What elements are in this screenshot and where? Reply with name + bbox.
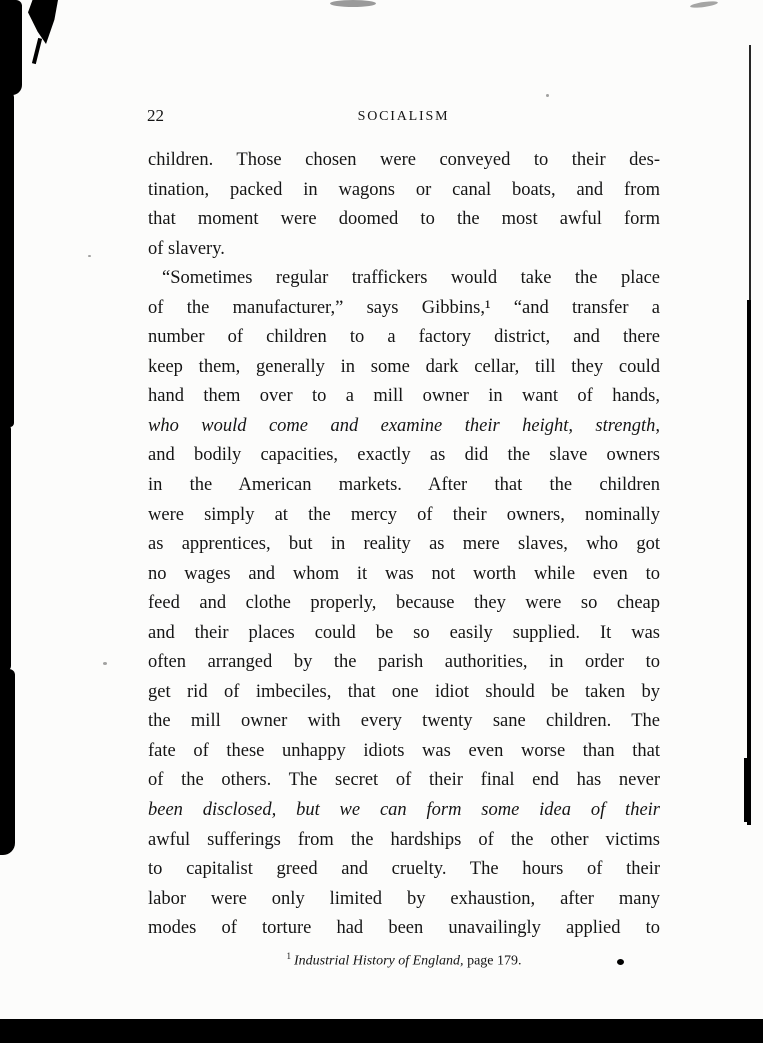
scan-mark-left-edge-1: [0, 0, 22, 95]
scan-mark-left-edge-3: [0, 425, 11, 671]
text-line: often arranged by the parish authorities, in order to: [148, 652, 660, 673]
text-line: to capitalist greed and cruelty. The hours of their: [148, 859, 660, 880]
text-line: get rid of imbeciles, that one idiot should be taken by: [148, 681, 660, 702]
scan-mark-left-edge-2: [0, 92, 14, 427]
footnote-rest: page 179.: [463, 953, 522, 969]
text-line: fate of these unhappy idiots was even worse than that: [148, 740, 660, 761]
text-line: and their places could be so easily supplied. It was: [148, 622, 660, 643]
text-line: modes of torture had been unavailingly applied to: [148, 918, 660, 939]
text-line: children. Those chosen were conveyed to their des-: [148, 150, 660, 170]
text-line: that moment were doomed to the most awful form: [148, 209, 660, 230]
text-line: of the others. The secret of their final end has never: [148, 770, 660, 791]
scan-mark-right-edge-3: [744, 758, 751, 822]
scan-mark-right-edge-2: [747, 300, 751, 825]
scan-speck: [103, 662, 107, 665]
text-line: who would come and examine their height, strength,: [148, 415, 660, 436]
text-line: no wages and whom it was not worth while even to: [148, 563, 660, 584]
body-text: [148, 146, 660, 944]
text-line: of the manufacturer,” says Gibbins,¹ “and transfer a: [148, 297, 660, 318]
scan-mark-left-edge-4: [0, 669, 15, 855]
text-line: hand them over to a mill owner in want of hands,: [148, 386, 660, 407]
scan-speck: [88, 255, 91, 257]
ink-dot: [617, 959, 624, 965]
text-line: in the American markets. After that the children: [148, 475, 660, 496]
running-header: SOCIALISM: [357, 109, 450, 124]
page-number: 22: [147, 106, 164, 125]
scan-speck: [546, 94, 549, 97]
text-line: labor were only limited by exhaustion, after many: [148, 888, 660, 909]
text-line: as apprentices, but in reality as mere slaves, who got: [148, 534, 660, 555]
text-line: number of children to a factory district, and there: [148, 327, 660, 348]
footnote-title: Industrial History of England,: [294, 953, 464, 969]
scan-mark-top-center: [330, 0, 376, 7]
text-line: were simply at the mercy of their owners, nominally: [148, 504, 660, 525]
text-line: awful sufferings from the hardships of the other victims: [148, 829, 660, 850]
scan-mark-bottom-bar: [0, 1019, 763, 1043]
text-line: keep them, generally in some dark cellar, till they could: [148, 356, 660, 377]
text-line: and bodily capacities, exactly as did the slave owners: [148, 445, 660, 466]
scan-mark-top-right: [690, 0, 718, 9]
text-line: been disclosed, but we can form some idea of their: [148, 800, 660, 821]
scan-mark-top-left-line: [32, 38, 42, 64]
scan-mark-top-left-blob: [28, 0, 58, 44]
text-line: tination, packed in wagons or canal boats, and from: [148, 179, 660, 200]
footnote-marker: 1: [286, 951, 291, 961]
text-line: feed and clothe properly, because they were so cheap: [148, 593, 660, 614]
scan-mark-right-edge-1: [749, 45, 751, 305]
text-line: “Sometimes regular traffickers would take the place: [162, 268, 660, 289]
footnote: [148, 951, 660, 970]
text-line: the mill owner with every twenty sane children. The: [148, 711, 660, 732]
text-line: of slavery.: [148, 238, 225, 259]
